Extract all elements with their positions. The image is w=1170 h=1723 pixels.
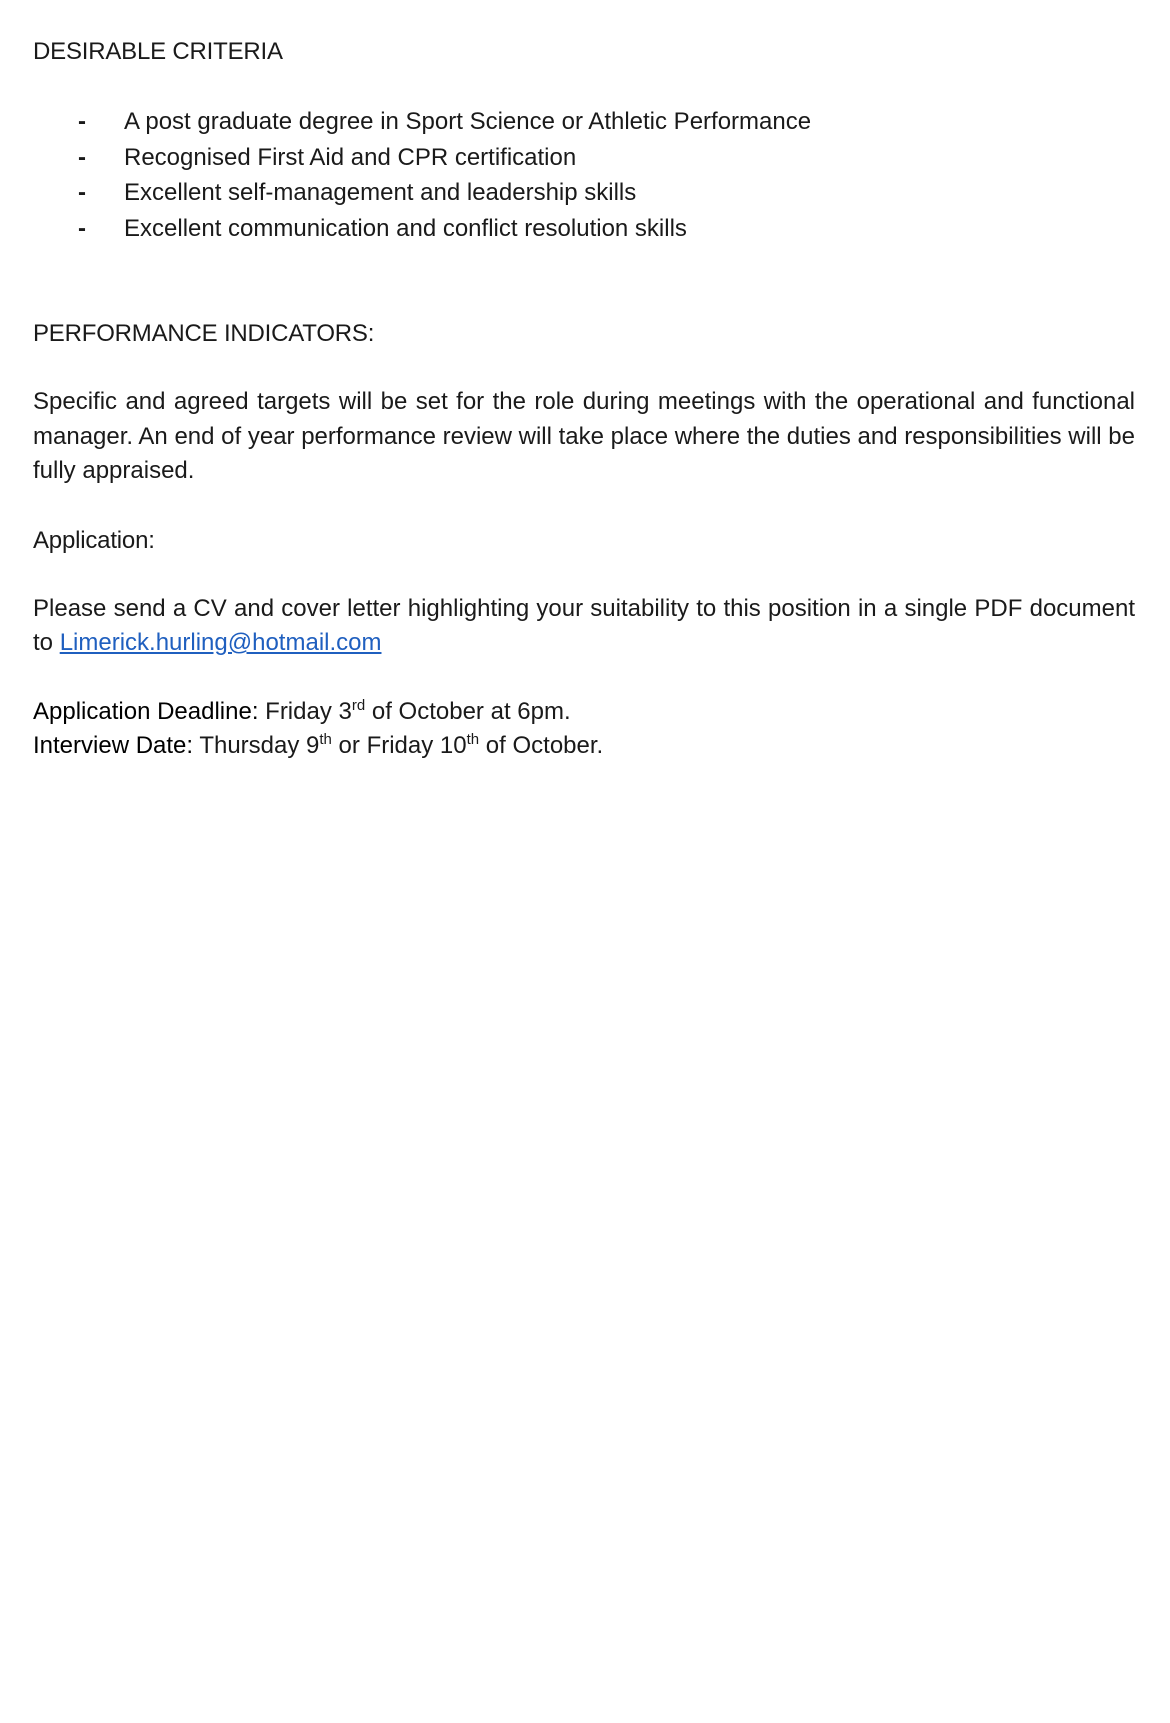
performance-indicators-heading: PERFORMANCE INDICATORS: bbox=[33, 320, 375, 347]
spacer bbox=[33, 661, 1135, 695]
list-item bbox=[33, 104, 1135, 140]
application-body bbox=[33, 592, 1135, 661]
criteria-text: Recognised First Aid and CPR certification bbox=[124, 143, 577, 171]
dash-bullet: - bbox=[78, 214, 86, 242]
spacer bbox=[33, 558, 1135, 592]
application-heading: Application: bbox=[33, 526, 155, 554]
deadline-ordinal: rd bbox=[351, 696, 366, 714]
desirable-criteria-heading: DESIRABLE CRITERIA bbox=[33, 38, 283, 65]
list-item bbox=[33, 175, 1135, 211]
spacer bbox=[33, 246, 1135, 316]
interview-text-a: Thursday 9 bbox=[193, 731, 320, 759]
spacer bbox=[33, 351, 1135, 385]
deadline-label: Application Deadline: bbox=[33, 697, 259, 725]
application-text: Please send a CV and cover letter highlighting your suitability to this position in a single PDF document to bbox=[33, 594, 1135, 656]
list-item bbox=[33, 140, 1135, 176]
application-deadline-line bbox=[33, 695, 1135, 729]
interview-text-c: of October. bbox=[479, 731, 604, 759]
desirable-criteria-list bbox=[33, 104, 1135, 246]
interview-ordinal-a: th bbox=[319, 730, 332, 748]
interview-ordinal-b: th bbox=[466, 730, 480, 748]
dash-bullet: - bbox=[78, 179, 86, 206]
deadline-text-end: of October at 6pm. bbox=[365, 697, 571, 725]
criteria-text: Excellent communication and conflict resolution skills bbox=[124, 214, 687, 242]
list-item bbox=[33, 211, 1135, 247]
email-link[interactable]: Limerick.hurling@hotmail.com bbox=[59, 629, 382, 656]
interview-date-line bbox=[33, 729, 1135, 763]
dash-bullet: - bbox=[78, 108, 86, 135]
interview-label: Interview Date: bbox=[33, 731, 194, 759]
interview-text-b: or Friday 10 bbox=[331, 731, 467, 759]
criteria-text: Excellent self-management and leadership skills bbox=[124, 179, 637, 206]
document-page bbox=[33, 34, 1135, 763]
dash-bullet: - bbox=[78, 143, 86, 171]
criteria-text: A post graduate degree in Sport Science or Athletic Performance bbox=[124, 108, 812, 135]
spacer bbox=[33, 489, 1135, 523]
deadline-text: Friday 3 bbox=[258, 697, 352, 725]
performance-indicators-body: Specific and agreed targets will be set for the role during meetings with the operational and functional manager. An end of year performance review will take place where the duties and responsibilities will be fully appraised. bbox=[33, 388, 1135, 484]
